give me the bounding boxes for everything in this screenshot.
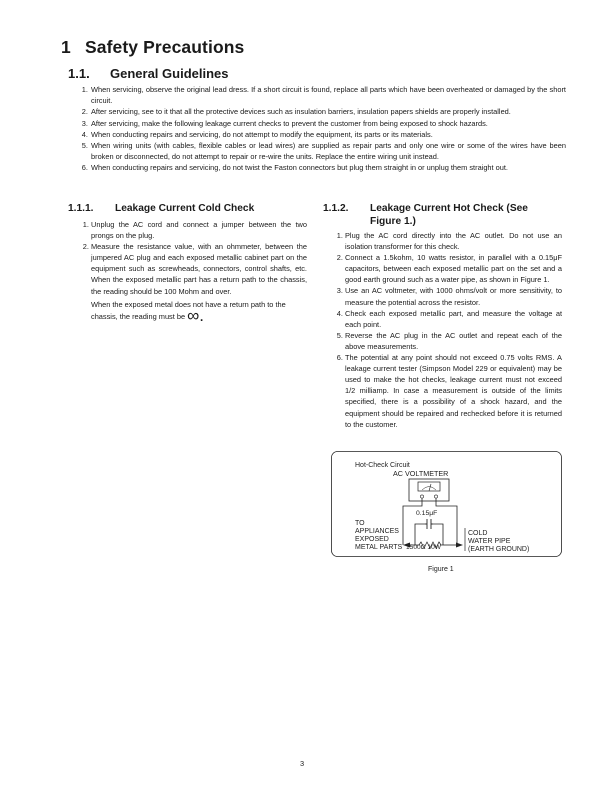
left-label-to: TO: [355, 520, 365, 527]
cold-check-note: [79, 299, 307, 323]
capacitor-icon: [425, 519, 433, 529]
circuit-wiring: [403, 498, 457, 545]
list-item: 2. Measure the resistance value, with an ohmmeter, between the jumpered AC plug and each exposed metallic cabinet part on the equipment such as screwheads, connectors, control shafts, etc. When the exposed metallic part has a return path to the chassis, the reading should be 100 Mohm and over.: [91, 241, 307, 296]
hot-check-number: 1.1.2.: [323, 203, 349, 214]
infinity-symbol: ∞.: [187, 305, 204, 325]
capacitor-label: 0.15μF: [416, 510, 438, 517]
list-item: 2. Connect a 1.5kohm, 10 watts resistor, in parallel with a 0.15μF capacitors, between each exposed metallic part on the set and a good earth ground such as a water pipe, as shown in Figure 1.: [345, 252, 562, 285]
hot-check-title-line2: Figure 1.): [370, 216, 416, 227]
resistor-label: 1500Ω 10W: [406, 544, 441, 551]
list-item: 1. Plug the AC cord directly into the AC outlet. Do not use an isolation transformer for this check.: [345, 230, 562, 252]
hot-check-title-line1: Leakage Current Hot Check (See: [370, 203, 528, 214]
general-guidelines-list: [78, 84, 566, 174]
list-item: 4. When conducting repairs and servicing, do not attempt to modify the equipment, its parts or its materials.: [90, 129, 566, 140]
left-label-exposed: EXPOSED: [355, 536, 389, 543]
cold-check-number: 1.1.1.: [68, 203, 94, 214]
left-label-appliances: APPLIANCES: [355, 528, 399, 535]
right-label-cold: COLD: [468, 530, 488, 537]
section-title: Safety Precautions: [85, 37, 245, 57]
list-item: 5. When wiring units (with cables, flexible cables or lead wires) are supplied as repair parts and only one wire or some of the wires have been broken or disconnected, do not attempt to repair or re-wire the units. Replace the entire wiring unit instead.: [90, 140, 566, 162]
list-item: 1. Unplug the AC cord and connect a jumper between the two prongs on the plug.: [91, 219, 307, 241]
list-item: 2. After servicing, see to it that all the protective devices such as insulation barriers, insulation papers shields are properly installed.: [90, 106, 566, 117]
hot-check-heading: [323, 203, 528, 214]
general-guidelines-number: 1.1.: [68, 66, 90, 81]
right-label-earth-ground: (EARTH GROUND): [468, 546, 530, 553]
list-item: 6. The potential at any point should not exceed 0.75 volts RMS. A leakage current tester (Simpson Model 229 or equivalent) may be used to make the hot checks, leakage current must not exceed 1/2 milliamp. In case a measurement is outside of the limits specified, there is a possibility of a shock hazard, and the equipment should be repaired and rechecked before it is returned to the customer.: [345, 352, 562, 430]
general-guidelines-title: General Guidelines: [110, 66, 229, 81]
list-item: 3. Use an AC voltmeter, with 1000 ohms/volt or more sensitivity, to measure the potential across the resistor.: [345, 285, 562, 307]
right-arrow-icon: [456, 543, 463, 548]
cold-check-note-text: When the exposed metal does not have a return path to the chassis, the reading must be: [91, 299, 286, 321]
page-number: 3: [300, 759, 305, 768]
hot-check-circuit-figure: [331, 451, 562, 557]
right-label-water-pipe: WATER PIPE: [468, 538, 511, 545]
general-guidelines-heading: [68, 66, 229, 81]
hot-check-body: [333, 230, 562, 430]
cold-check-body: [79, 219, 307, 323]
list-item: 3. After servicing, make the following leakage current checks to prevent the customer from being exposed to shock hazards.: [90, 118, 566, 129]
figure-caption: Figure 1: [428, 566, 454, 573]
section-number: 1: [61, 37, 71, 57]
section-heading: [61, 37, 244, 58]
left-label-metal-parts: METAL PARTS: [355, 544, 403, 551]
cold-check-title: Leakage Current Cold Check: [115, 203, 255, 214]
voltmeter-icon: [409, 479, 449, 501]
list-item: 4. Check each exposed metallic part, and measure the voltage at each point.: [345, 308, 562, 330]
list-item: 1. When servicing, observe the original lead dress. If a short circuit is found, replace all parts which have been overheated or damaged by the short circuit.: [90, 84, 566, 106]
list-item: 5. Reverse the AC plug in the AC outlet and repeat each of the above measurements.: [345, 330, 562, 352]
voltmeter-label: AC VOLTMETER: [393, 469, 449, 478]
figure-heading: Hot-Check Circuit: [355, 462, 410, 469]
list-item: 6. When conducting repairs and servicing, do not twist the Faston connectors but plug them straight in or unplug them straight out.: [90, 162, 566, 173]
cold-check-heading: [68, 203, 254, 214]
